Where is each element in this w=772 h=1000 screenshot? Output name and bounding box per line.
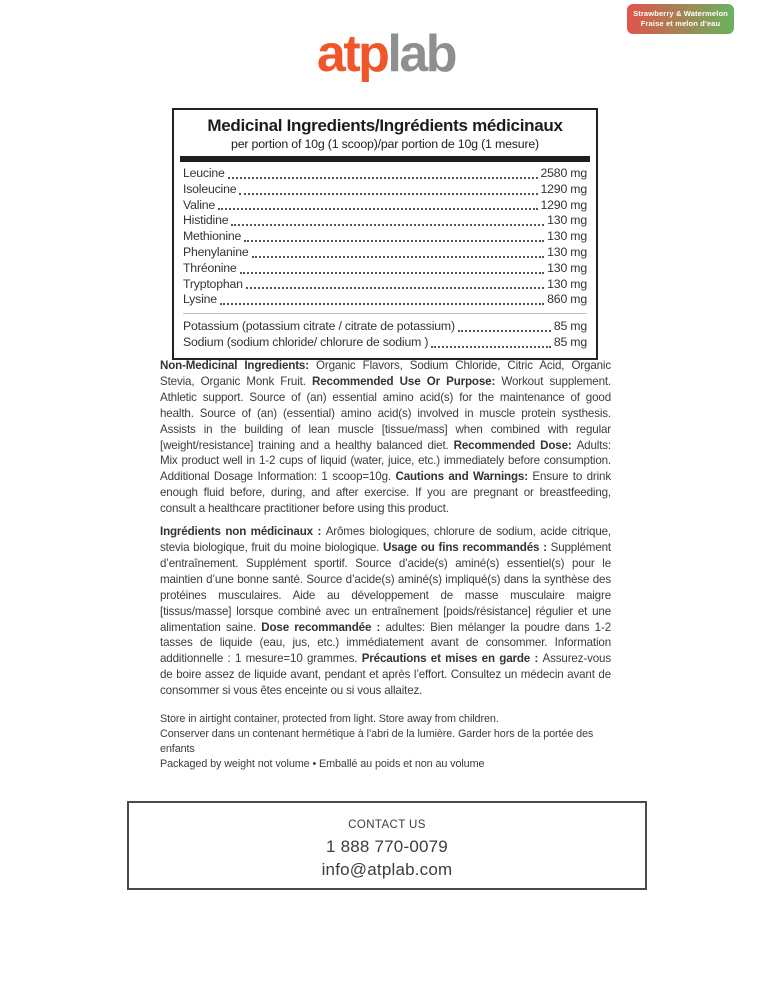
section-label: Recommended Use Or Purpose:	[312, 374, 502, 388]
table-row	[183, 198, 587, 214]
table-row	[183, 245, 587, 261]
table-row	[183, 213, 587, 229]
french-info-paragraph	[160, 524, 611, 699]
ingredient-amount: 130 mg	[547, 244, 587, 259]
section-label: Dose recommandée :	[261, 620, 386, 634]
dotted-leader	[240, 272, 545, 274]
ingredient-amount: 2580 mg	[540, 166, 587, 180]
ingredient-name: Methionine	[183, 229, 242, 244]
dotted-leader	[458, 330, 551, 332]
section-text: Workout supplement. Athletic support. Source of (an) essential amino acid(s) for the maintenance of good health. Source of (an) (essential) amino acid(s) involved in muscle protein systhesis. Assists in the building of lean muscle [tissue/mass] when combined with regular [weight/resistance] training and a healthy balanced diet.	[160, 374, 612, 452]
dotted-leader	[228, 177, 538, 179]
table-row	[183, 166, 587, 182]
table-row	[183, 229, 587, 245]
ingredient-name: Valine	[183, 197, 216, 212]
english-info-paragraph	[160, 358, 611, 517]
section-text: Ensure to drink enough fluid before, during, and after exercise. If you are pregnant or breastfeeding, consult a healthcare practitioner before using this product.	[160, 470, 611, 516]
table-row	[183, 277, 587, 293]
storage-line: Store in airtight container, protected from light. Store away from children.	[160, 713, 499, 726]
section-label: Usage ou fins recommandés :	[383, 540, 551, 554]
table-row	[183, 182, 587, 198]
ingredient-amount: 85 mg	[553, 319, 587, 334]
section-text: Organic Flavors, Sodium Chloride, Citric Acid, Organic Stevia, Organic Monk Fruit.	[160, 359, 611, 388]
dotted-leader	[246, 287, 544, 289]
ingredient-name: Lysine	[183, 292, 217, 307]
brand-logo	[0, 25, 772, 83]
ingredient-amount: 130 mg	[547, 229, 587, 244]
section-text: Assurez-vous de boire assez de liquide avant, pendant et après l’effort. Consultez un médecin avant de consommer si vous êtes enceinte ou si vous allaitez.	[160, 652, 611, 698]
storage-instructions	[160, 712, 611, 772]
amino-acid-rows	[183, 166, 587, 308]
medicinal-ingredients-table	[172, 108, 598, 360]
contact-email: info@atplab.com	[321, 860, 453, 879]
ingredient-name: Phenylanine	[183, 244, 249, 259]
ingredient-amount: 85 mg	[553, 334, 587, 349]
storage-line: Packaged by weight not volume • Emballé au poids et non au volume	[160, 758, 485, 771]
ingredient-name: Isoleucine	[183, 181, 237, 196]
table-title: Medicinal Ingredients/Ingrédients médicinaux	[207, 116, 563, 135]
section-text: Arômes biologiques, chlorure de sodium, acide citrique, stevia biologique, fruit du moine biologique.	[160, 525, 611, 554]
section-label: Recommended Dose:	[453, 438, 577, 452]
section-text: Supplément d’entraînement. Supplément sportif. Source d’acide(s) aminé(s) essentiel(s) pour le maintien d’une bonne santé. Source d’acide(s) aminé(s) impliqué(s) dans la synthèse des protéines musculaires. Aide au développement de masse musculaire maigre [tissus/masse] lorsque combiné avec un entraînement [poids/résistance] régulier et une alimentation saine.	[160, 540, 611, 634]
logo-text-atp: atp	[316, 25, 388, 83]
dotted-leader	[218, 208, 537, 210]
ingredient-name: Thréonine	[183, 260, 237, 275]
storage-line: Conserver dans un contenant hermétique à l’abri de la lumière. Garder hors de la portée des enfants	[160, 728, 594, 756]
mineral-rows	[183, 313, 587, 351]
contact-box	[127, 801, 647, 890]
ingredient-name: Leucine	[183, 166, 225, 180]
ingredient-name: Potassium (potassium citrate / citrate de potassium)	[183, 319, 455, 334]
table-subtitle: per portion of 10g (1 scoop)/par portion de 10g (1 mesure)	[231, 137, 539, 151]
dotted-leader	[239, 193, 537, 195]
section-text: Adults: Mix product well in 1-2 cups of liquid (water, juice, etc.) immediately before consumption. Additional Dosage Information: 1 scoop=10g.	[160, 438, 611, 484]
table-row	[183, 292, 587, 308]
flavor-badge-line-en: Strawberry & Watermelon	[633, 9, 728, 18]
table-divider-bar	[180, 156, 590, 162]
dotted-leader	[220, 303, 544, 305]
info-text-column	[160, 358, 611, 772]
ingredient-name: Sodium (sodium chloride/ chlorure de sodium )	[183, 334, 429, 349]
ingredient-amount: 1290 mg	[540, 197, 587, 212]
ingredient-amount: 860 mg	[547, 292, 587, 307]
dotted-leader	[231, 224, 544, 226]
section-label: Précautions et mises en garde :	[361, 652, 543, 666]
section-label: Cautions and Warnings:	[395, 470, 533, 484]
dotted-leader	[244, 240, 544, 242]
ingredient-amount: 1290 mg	[540, 181, 587, 196]
ingredient-name: Tryptophan	[183, 276, 243, 291]
ingredient-amount: 130 mg	[547, 276, 587, 291]
ingredient-name: Histidine	[183, 213, 229, 228]
logo-text-lab: lab	[387, 25, 456, 83]
table-row	[183, 319, 587, 335]
table-row	[183, 335, 587, 351]
contact-phone: 1 888 770-0079	[326, 837, 448, 856]
section-label: Non-Medicinal Ingredients:	[160, 359, 316, 372]
dotted-leader	[252, 256, 545, 258]
section-label: Ingrédients non médicinaux :	[160, 525, 326, 539]
contact-heading: CONTACT US	[348, 819, 426, 831]
section-text: adultes: Bien mélanger la poudre dans 1-2 tasses de liquide (eau, jus, etc.) immédiatement avant de consommer. Information additionnelle : 1 mesure=10 grammes.	[160, 620, 611, 666]
dotted-leader	[431, 346, 551, 348]
ingredient-amount: 130 mg	[547, 260, 587, 275]
flavor-badge-line-fr: Fraise et melon d'eau	[640, 19, 721, 28]
table-row	[183, 261, 587, 277]
ingredient-amount: 130 mg	[547, 213, 587, 228]
